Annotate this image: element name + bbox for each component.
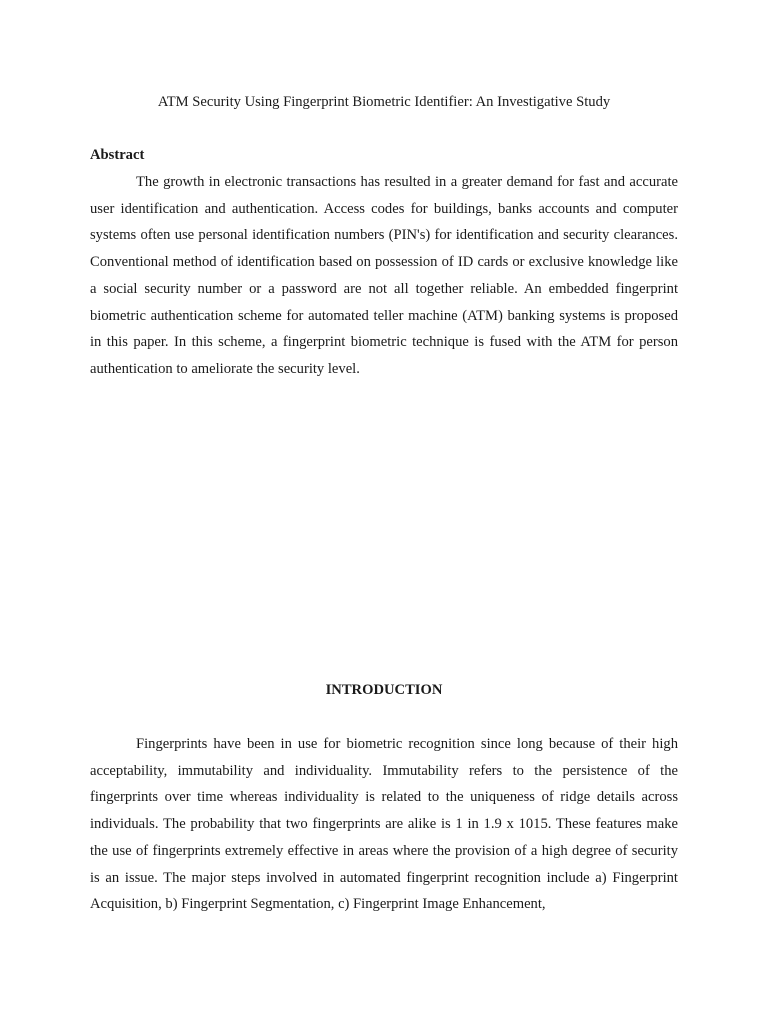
abstract-heading: Abstract bbox=[90, 147, 145, 163]
abstract-paragraph: The growth in electronic transactions has resulted in a greater demand for fast and accurate user identification and authentication. Access codes for buildings, banks accounts and computer systems often use personal identification numbers (PIN's) for identification and security clearances. Conventional method of identification based on possession of ID cards or exclusive knowledge like a social security number or a password are not all together reliable. An embedded fingerprint biometric authentication scheme for automated teller machine (ATM) banking systems is proposed in this paper. In this scheme, a fingerprint biometric technique is fused with the ATM for person authentication to ameliorate the security level. bbox=[90, 174, 678, 377]
introduction-paragraph: Fingerprints have been in use for biometric recognition since long because of their high acceptability, immutability and individuality. Immutability refers to the persistence of the fingerprints over time whereas individuality is related to the uniqueness of ridge details across individuals. The probability that two fingerprints are alike is 1 in 1.9 x 1015. These features make the use of fingerprints extremely effective in areas where the provision of a high degree of security is an issue. The major steps involved in automated fingerprint recognition include a) Fingerprint Acquisition, b) Fingerprint Segmentation, c) Fingerprint Image Enhancement, bbox=[90, 736, 678, 913]
introduction-heading: INTRODUCTION bbox=[325, 682, 443, 698]
paper-title: ATM Security Using Fingerprint Biometric Identifier: An Investigative Study bbox=[157, 94, 611, 110]
